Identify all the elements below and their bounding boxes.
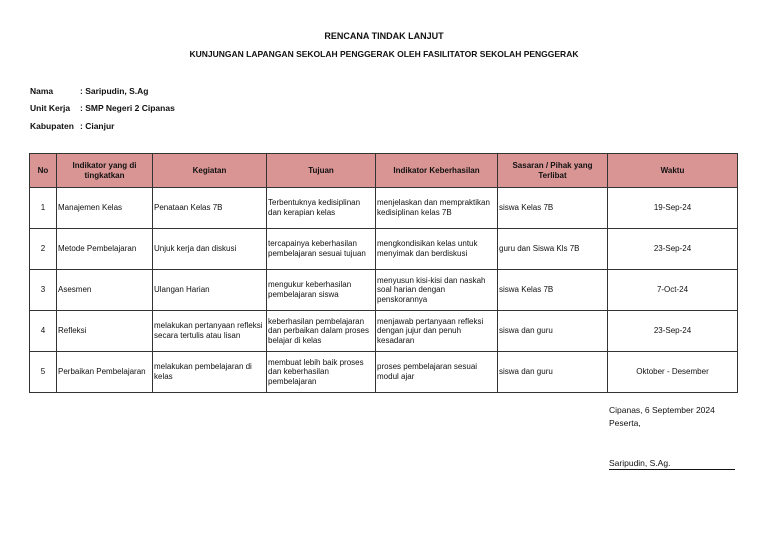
cell-kegiatan: Penataan Kelas 7B (153, 188, 267, 229)
cell-sasaran: siswa Kelas 7B (498, 270, 608, 311)
table-row (30, 229, 738, 270)
cell-tujuan: keberhasilan pembelajaran dan perbaikan dalam proses belajar di kelas (267, 311, 376, 352)
col-header-tujuan: Tujuan (267, 154, 376, 188)
signature-underline (609, 469, 735, 470)
cell-indikator: Asesmen (57, 270, 153, 311)
cell-waktu: 23-Sep-24 (608, 229, 738, 270)
cell-no: 3 (30, 270, 57, 311)
kabupaten-label: Kabupaten (30, 121, 74, 131)
cell-sasaran: guru dan Siswa Kls 7B (498, 229, 608, 270)
table-row (30, 352, 738, 393)
nama-value: : Saripudin, S.Ag (80, 86, 149, 96)
cell-indikator-keberhasilan: mengkondisikan kelas untuk menyimak dan berdiskusi (376, 229, 498, 270)
cell-indikator: Refleksi (57, 311, 153, 352)
document-title: RENCANA TINDAK LANJUT (324, 31, 444, 41)
cell-indikator: Manajemen Kelas (57, 188, 153, 229)
signature-place-date: Cipanas, 6 September 2024 (609, 405, 715, 415)
cell-waktu: 23-Sep-24 (608, 311, 738, 352)
cell-no: 1 (30, 188, 57, 229)
cell-no: 4 (30, 311, 57, 352)
col-header-indikator: Indikator yang di tingkatkan (57, 154, 153, 188)
unit-kerja-label: Unit Kerja (30, 103, 71, 113)
info-nama (30, 86, 148, 96)
cell-tujuan: mengukur keberhasilan pembelajaran siswa (267, 270, 376, 311)
cell-no: 2 (30, 229, 57, 270)
cell-no: 5 (30, 352, 57, 393)
cell-waktu: Oktober - Desember (608, 352, 738, 393)
col-header-indikator-keberhasilan: Indikator Keberhasilan (376, 154, 498, 188)
cell-kegiatan: Unjuk kerja dan diskusi (153, 229, 267, 270)
cell-kegiatan: melakukan pembelajaran di kelas (153, 352, 267, 393)
document-subtitle: KUNJUNGAN LAPANGAN SEKOLAH PENGGERAK OLEH FASILITATOR SEKOLAH PENGGERAK (189, 49, 579, 59)
cell-indikator-keberhasilan: menjawab pertanyaan refleksi dengan jujur dan penuh kesadaran (376, 311, 498, 352)
table-row (30, 270, 738, 311)
col-header-no: No (30, 154, 57, 188)
nama-label: Nama (30, 86, 54, 96)
col-header-kegiatan: Kegiatan (153, 154, 267, 188)
cell-indikator: Perbaikan Pembelajaran (57, 352, 153, 393)
cell-indikator-keberhasilan: menjelaskan dan mempraktikan kedisiplinan kelas 7B (376, 188, 498, 229)
cell-indikator-keberhasilan: proses pembelajaran sesuai modul ajar (376, 352, 498, 393)
rencana-table (29, 153, 738, 393)
info-kabupaten (30, 121, 114, 131)
cell-indikator: Metode Pembelajaran (57, 229, 153, 270)
cell-sasaran: siswa dan guru (498, 352, 608, 393)
signature-role: Peserta, (609, 418, 641, 428)
kabupaten-value: : Cianjur (80, 121, 115, 131)
cell-indikator-keberhasilan: menyusun kisi-kisi dan naskah soal harian dengan penskorannya (376, 270, 498, 311)
cell-sasaran: siswa dan guru (498, 311, 608, 352)
cell-kegiatan: Ulangan Harian (153, 270, 267, 311)
unit-kerja-value: : SMP Negeri 2 Cipanas (80, 103, 175, 113)
info-unit-kerja (30, 103, 175, 113)
cell-waktu: 19-Sep-24 (608, 188, 738, 229)
table-row (30, 311, 738, 352)
cell-kegiatan: melakukan pertanyaan refleksi secara tertulis atau lisan (153, 311, 267, 352)
cell-tujuan: Terbentuknya kedisiplinan dan kerapian kelas (267, 188, 376, 229)
table-header-row (30, 154, 738, 188)
table-row (30, 188, 738, 229)
cell-tujuan: tercapainya keberhasilan pembelajaran sesuai tujuan (267, 229, 376, 270)
signature-name: Saripudin, S.Ag. (609, 458, 671, 468)
cell-tujuan: membuat lebih baik proses dan keberhasilan pembelajaran (267, 352, 376, 393)
cell-sasaran: siswa Kelas 7B (498, 188, 608, 229)
col-header-waktu: Waktu (608, 154, 738, 188)
cell-waktu: 7-Oct-24 (608, 270, 738, 311)
col-header-sasaran: Sasaran / Pihak yang Terlibat (498, 154, 608, 188)
